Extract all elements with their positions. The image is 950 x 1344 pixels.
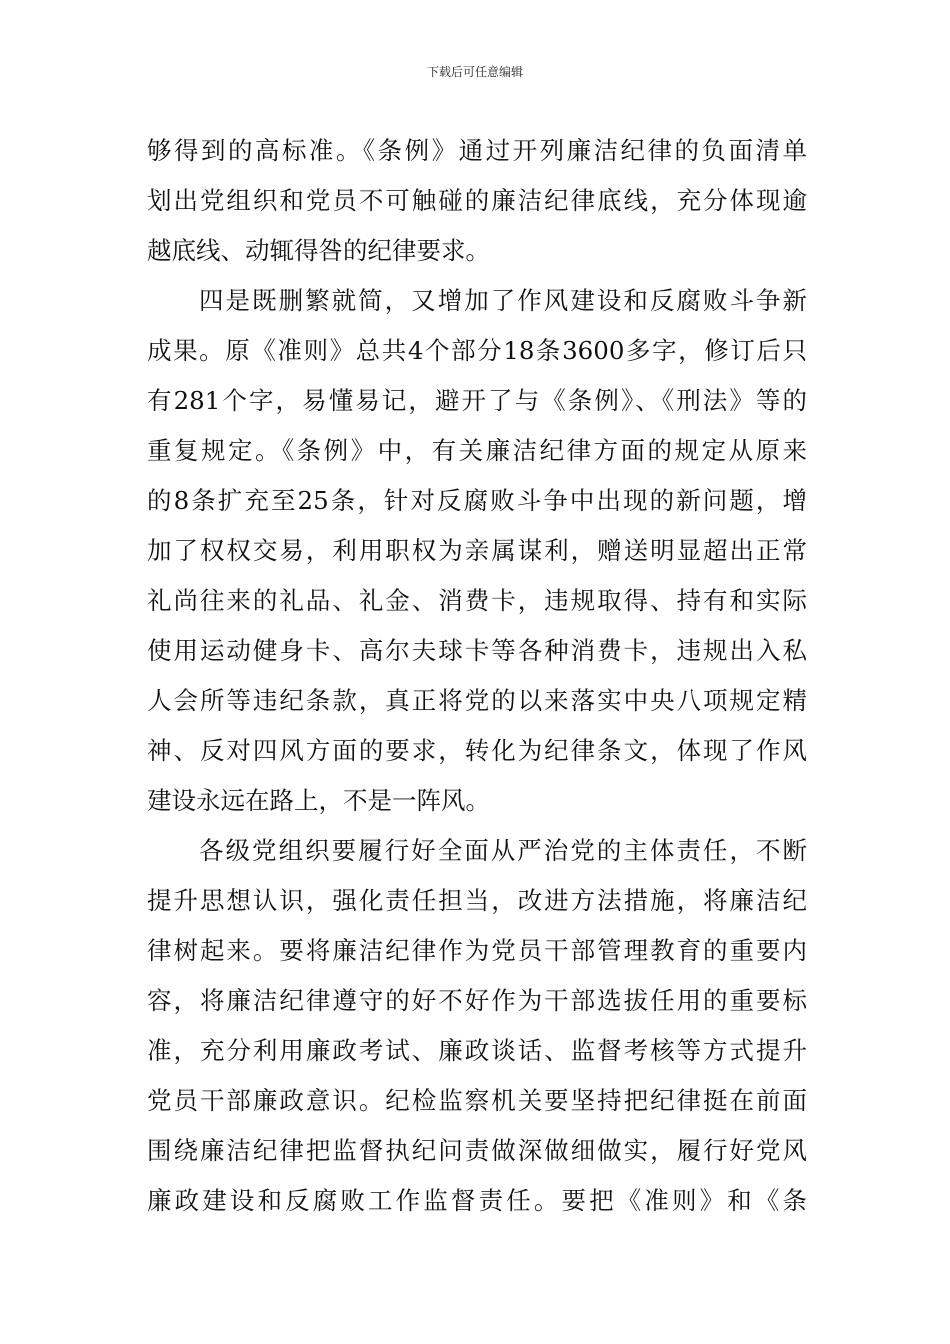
page-header: 下载后可任意编辑 [426,65,523,79]
text-line: 四是既删繁就简，又增加了作风建设和反腐败斗争新 [199,286,807,315]
text-line: 围绕廉洁纪律把监督执纪问责做深做细做实，履行好党风 [147,1136,807,1165]
text-line: 越底线、动辄得咎的纪律要求。 [147,236,490,265]
text-line: 廉政建设和反腐败工作监督责任。要把《准则》和《条 [147,1186,807,1215]
text-line: 神、反对四风方面的要求，转化为纪律条文，体现了作风 [147,736,807,765]
text-line: 划出党组织和党员不可触碰的廉洁纪律底线，充分体现逾 [147,186,807,215]
paragraph-3 [147,826,807,1226]
text-line: 有281个字，易懂易记，避开了与《条例》、《刑法》等的 [147,386,807,415]
text-line: 人会所等违纪条款，真正将党的以来落实中央八项规定精 [147,686,807,715]
paragraph-2 [147,276,807,826]
text-line: 律树起来。要将廉洁纪律作为党员干部管理教育的重要内 [147,936,807,965]
text-line: 够得到的高标准。《条例》通过开列廉洁纪律的负面清单 [147,136,807,165]
text-line: 容，将廉洁纪律遵守的好不好作为干部选拔任用的重要标 [147,986,807,1015]
text-line: 重复规定。《条例》中，有关廉洁纪律方面的规定从原来 [147,436,807,465]
text-line: 礼尚往来的礼品、礼金、消费卡，违规取得、持有和实际 [147,586,807,615]
text-line: 加了权权交易，利用职权为亲属谋利，赠送明显超出正常 [147,536,807,565]
text-line: 提升思想认识，强化责任担当，改进方法措施，将廉洁纪 [147,886,807,915]
text-line: 各级党组织要履行好全面从严治党的主体责任，不断 [199,836,807,865]
text-line: 成果。原《准则》总共4个部分18条3600多字，修订后只 [147,336,807,365]
text-line: 使用运动健身卡、高尔夫球卡等各种消费卡，违规出入私 [147,636,807,665]
paragraph-1 [147,126,807,276]
text-line: 准，充分利用廉政考试、廉政谈话、监督考核等方式提升 [147,1036,807,1065]
text-line: 建设永远在路上，不是一阵风。 [147,786,490,815]
text-line: 的8条扩充至25条，针对反腐败斗争中出现的新问题，增 [147,486,807,515]
text-line: 党员干部廉政意识。纪检监察机关要坚持把纪律挺在前面 [147,1086,807,1115]
document-body [147,126,807,1226]
